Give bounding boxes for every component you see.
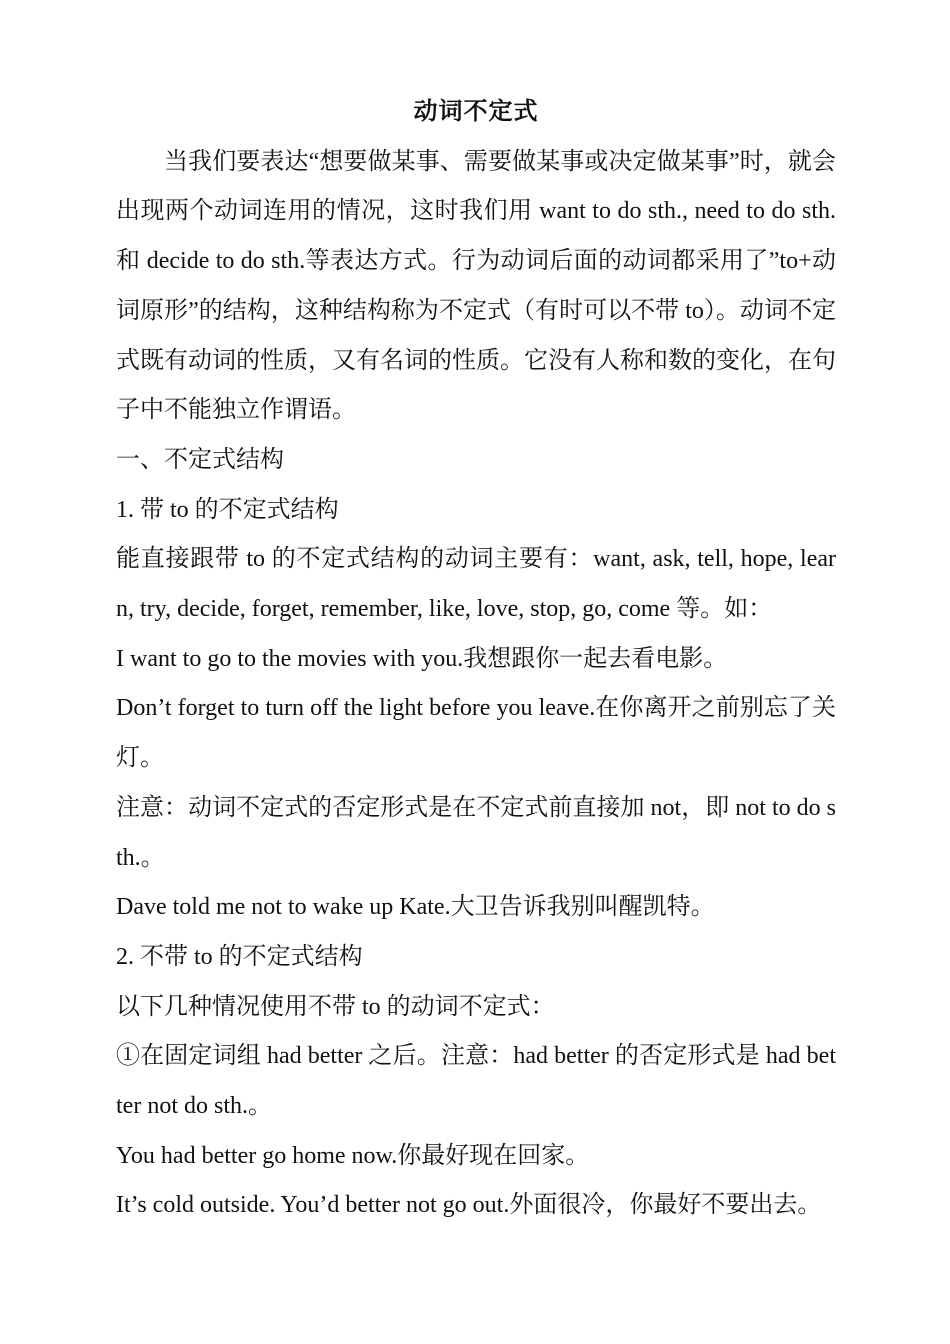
document-title: 动词不定式	[413, 99, 539, 125]
list-item-had-better: ①在固定词组 had better 之后。注意：had better 的否定形式是 had better not do sth.。	[116, 1043, 836, 1120]
without-to-intro: 以下几种情况使用不带 to 的动词不定式：	[116, 993, 555, 1020]
example-sentence: You had better go home now.你最好现在回家。	[116, 1142, 590, 1169]
example-sentence: I want to go to the movies with you.我想跟你一起去看电影。	[116, 645, 728, 672]
intro-paragraph: 当我们要表达“想要做某事、需要做某事或决定做某事”时，就会出现两个动词连用的情况，这时我们用 want to do sth., need to do sth.和 decide to do sth.等表达方式。行为动词后面的动词都采用了”to+动词原形”的结构，这种结构称为不定式（有时可以不带 to）。动词不定式既有动词的性质，又有名词的性质。它没有人称和数的变化，在句子中不能独立作谓语。	[116, 148, 836, 424]
document-page	[116, 88, 836, 1231]
example-sentence: It’s cold outside. You’d better not go out.外面很冷，你最好不要出去。	[116, 1192, 822, 1219]
example-sentence: Dave told me not to wake up Kate.大卫告诉我别叫醒凯特。	[116, 894, 715, 921]
section-heading-structure: 一、不定式结构	[116, 446, 284, 473]
note-negative-form: 注意：动词不定式的否定形式是在不定式前直接加 not，即 not to do sth.。	[116, 794, 836, 871]
example-sentence: Don’t forget to turn off the light before you leave.在你离开之前别忘了关灯。	[116, 695, 836, 772]
subheading-with-to: 1. 带 to 的不定式结构	[116, 496, 339, 523]
subheading-without-to: 2. 不带 to 的不定式结构	[116, 943, 363, 970]
with-to-verbs-paragraph: 能直接跟带 to 的不定式结构的动词主要有：want, ask, tell, hope, learn, try, decide, forget, remember, like, love, stop, go, come 等。如：	[116, 546, 836, 623]
